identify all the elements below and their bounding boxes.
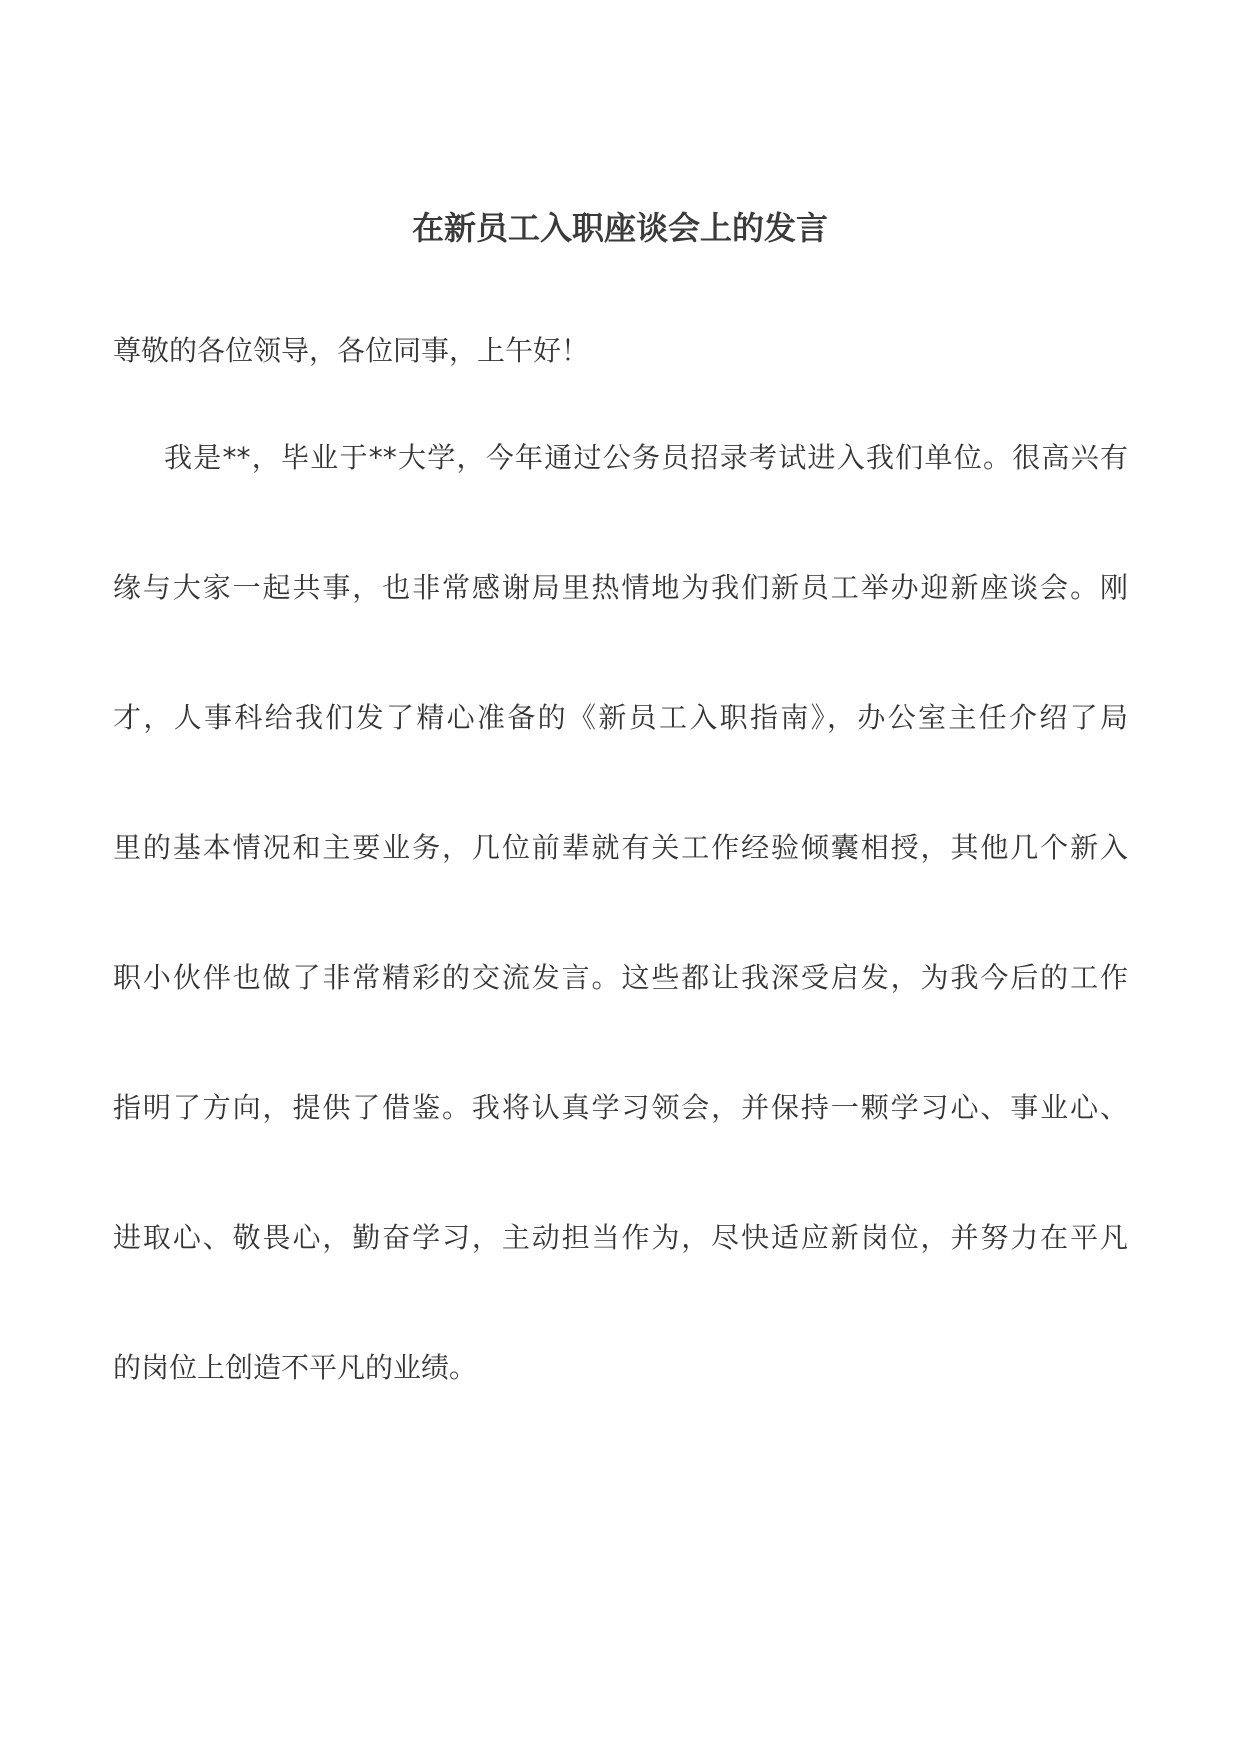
body-line-2: 缘与大家一起共事，也非常感谢局里热情地为我们新员工举办迎新座谈会。刚 bbox=[113, 571, 1128, 604]
page-title: 在新员工入职座谈会上的发言 bbox=[411, 209, 828, 247]
salutation: 尊敬的各位领导，各位同事，上午好！ bbox=[113, 334, 590, 367]
body-line-4: 里的基本情况和主要业务，几位前辈就有关工作经验倾囊相授，其他几个新入 bbox=[113, 831, 1128, 864]
body-line-1: 我是**，毕业于**大学，今年通过公务员招录考试进入我们单位。很高兴有 bbox=[164, 441, 1128, 474]
body-line-7: 进取心、敬畏心，勤奋学习，主动担当作为，尽快适应新岗位，并努力在平凡 bbox=[113, 1221, 1128, 1254]
body-line-6: 指明了方向，提供了借鉴。我将认真学习领会，并保持一颗学习心、事业心、 bbox=[113, 1091, 1128, 1124]
body-line-3: 才，人事科给我们发了精心准备的《新员工入职指南》，办公室主任介绍了局 bbox=[113, 701, 1128, 734]
body-line-8: 的岗位上创造不平凡的业绩。 bbox=[113, 1351, 478, 1384]
body-line-5: 职小伙伴也做了非常精彩的交流发言。这些都让我深受启发，为我今后的工作 bbox=[113, 961, 1128, 994]
